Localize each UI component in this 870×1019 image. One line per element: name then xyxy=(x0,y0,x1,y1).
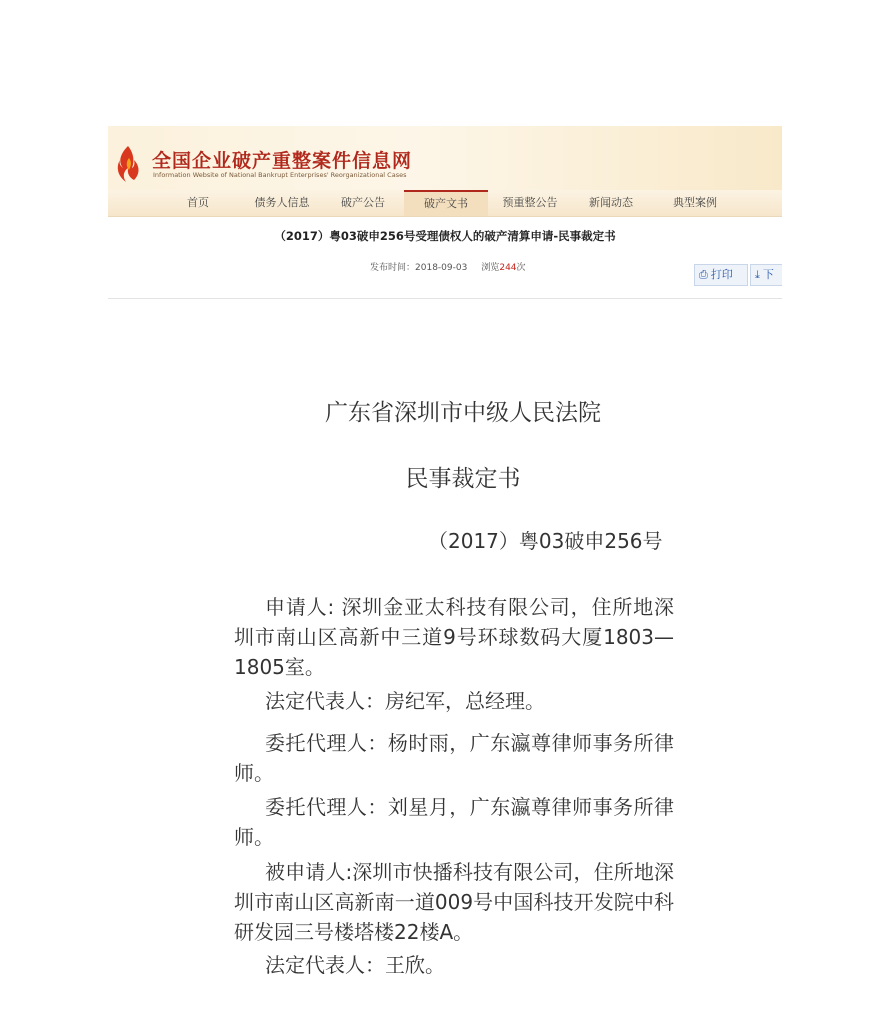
download-label: 下 xyxy=(762,268,774,281)
download-button[interactable] xyxy=(750,264,782,286)
print-label: 打印 xyxy=(710,268,733,281)
paragraph-applicant: 申请人: 深圳金亚太科技有限公司，住所地深圳市南山区高新中三道9号环球数码大厦1803—1805室。 xyxy=(234,595,674,679)
main-nav xyxy=(108,190,782,217)
flame-logo-icon[interactable] xyxy=(114,144,142,184)
views-count: 244 xyxy=(499,263,517,273)
views-unit: 次 xyxy=(516,263,526,273)
views-label: 浏览 xyxy=(481,263,500,273)
court-name: 广东省深圳市中级人民法院 xyxy=(325,400,601,426)
document-body xyxy=(108,300,782,994)
publish-label: 发布时间： xyxy=(370,263,416,273)
site-title[interactable]: 全国企业破产重整案件信息网 xyxy=(152,150,413,172)
nav-item-news[interactable]: 新闻动态 xyxy=(589,196,633,209)
article-title: （2017）粤03破申256号受理债权人的破产清算申请-民事裁定书 xyxy=(274,229,616,243)
header-divider xyxy=(108,298,782,299)
article-meta xyxy=(370,260,526,273)
nav-item-home[interactable]: 首页 xyxy=(187,196,209,209)
site-subtitle: Information Website of National Bankrupt Enterprises' Reorganizational Cases xyxy=(153,171,407,179)
nav-item-typical-cases[interactable]: 典型案例 xyxy=(673,196,717,209)
case-number: （2017）粤03破申256号 xyxy=(428,529,663,553)
nav-item-debtor-info[interactable]: 债务人信息 xyxy=(254,196,310,209)
nav-item-bankruptcy-notice[interactable]: 破产公告 xyxy=(341,196,385,209)
paragraph-agent-1: 委托代理人：杨时雨，广东瀛尊律师事务所律师。 xyxy=(234,731,674,785)
nav-item-pre-reorg-notice[interactable]: 预重整公告 xyxy=(502,196,558,209)
paragraph-respondent: 被申请人:深圳市快播科技有限公司，住所地深圳市南山区高新南一道009号中国科技开发院中科研发园三号楼塔楼22楼A。 xyxy=(234,860,674,944)
paragraph-agent-2: 委托代理人：刘星月，广东瀛尊律师事务所律师。 xyxy=(234,795,674,849)
screenshot-frame xyxy=(108,126,782,994)
printer-icon: ⎙ xyxy=(699,268,708,281)
document-type: 民事裁定书 xyxy=(405,466,521,492)
print-button[interactable] xyxy=(694,264,748,286)
site-header xyxy=(108,126,782,190)
paragraph-respondent-rep: 法定代表人：王欣。 xyxy=(265,953,445,977)
publish-date: 2018-09-03 xyxy=(415,263,468,273)
download-icon: ⤓ xyxy=(755,268,760,281)
nav-item-bankruptcy-docs[interactable]: 破产文书 xyxy=(404,190,488,216)
paragraph-applicant-rep: 法定代表人：房纪军，总经理。 xyxy=(265,689,545,713)
